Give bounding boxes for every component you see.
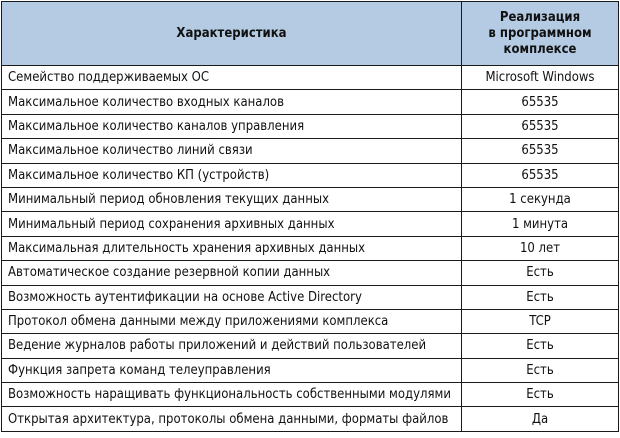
table-row (2, 358, 619, 382)
value-cell: TCP (462, 309, 619, 333)
value-cell: 65535 (462, 139, 619, 163)
characteristic-cell: Максимальное количество линий связи (2, 139, 462, 163)
table-row (2, 383, 619, 407)
value-cell: Есть (462, 261, 619, 285)
value-cell: 1 секунда (462, 187, 619, 211)
characteristic-cell: Автоматическое создание резервной копии данных (2, 261, 462, 285)
characteristic-cell: Возможность наращивать функциональность собственными модулями (2, 383, 462, 407)
table-row (2, 212, 619, 236)
characteristic-cell: Максимальная длительность хранения архивных данных (2, 236, 462, 260)
characteristic-cell: Протокол обмена данными между приложениями комплекса (2, 309, 462, 333)
value-cell: Microsoft Windows (462, 66, 619, 90)
table-row (2, 187, 619, 211)
value-cell: 1 минута (462, 212, 619, 236)
specification-table (1, 1, 619, 432)
table-row (2, 163, 619, 187)
header-implementation-line: комплексе (503, 41, 577, 57)
characteristic-cell: Открытая архитектура, протоколы обмена данными, форматы файлов (2, 407, 462, 431)
value-cell: Есть (462, 383, 619, 407)
value-cell: 65535 (462, 90, 619, 114)
value-cell: 65535 (462, 163, 619, 187)
value-cell: 65535 (462, 114, 619, 138)
table-row (2, 90, 619, 114)
characteristic-cell: Максимальное количество входных каналов (2, 90, 462, 114)
table-row (2, 261, 619, 285)
value-cell: Есть (462, 285, 619, 309)
value-cell: Есть (462, 334, 619, 358)
header-implementation-line: Реализация (499, 9, 581, 25)
characteristic-cell: Максимальное количество КП (устройств) (2, 163, 462, 187)
characteristic-cell: Минимальный период сохранения архивных данных (2, 212, 462, 236)
characteristic-cell: Функция запрета команд телеуправления (2, 358, 462, 382)
table-row (2, 309, 619, 333)
table-row (2, 285, 619, 309)
value-cell: Да (462, 407, 619, 431)
table-header (2, 2, 619, 66)
characteristic-cell: Ведение журналов работы приложений и действий пользователей (2, 334, 462, 358)
header-implementation-line: в программном (488, 25, 592, 41)
table-row (2, 114, 619, 138)
characteristic-cell: Семейство поддерживаемых ОС (2, 66, 462, 90)
header-implementation (462, 2, 619, 66)
header-row (2, 2, 619, 66)
characteristic-cell: Минимальный период обновления текущих данных (2, 187, 462, 211)
table-row (2, 139, 619, 163)
table-row (2, 334, 619, 358)
characteristic-cell: Максимальное количество каналов управления (2, 114, 462, 138)
table-row (2, 66, 619, 90)
table-row (2, 236, 619, 260)
table-row (2, 407, 619, 431)
table-body (2, 66, 619, 432)
value-cell: Есть (462, 358, 619, 382)
value-cell: 10 лет (462, 236, 619, 260)
header-characteristic: Характеристика (2, 2, 462, 66)
characteristic-cell: Возможность аутентификации на основе Active Directory (2, 285, 462, 309)
